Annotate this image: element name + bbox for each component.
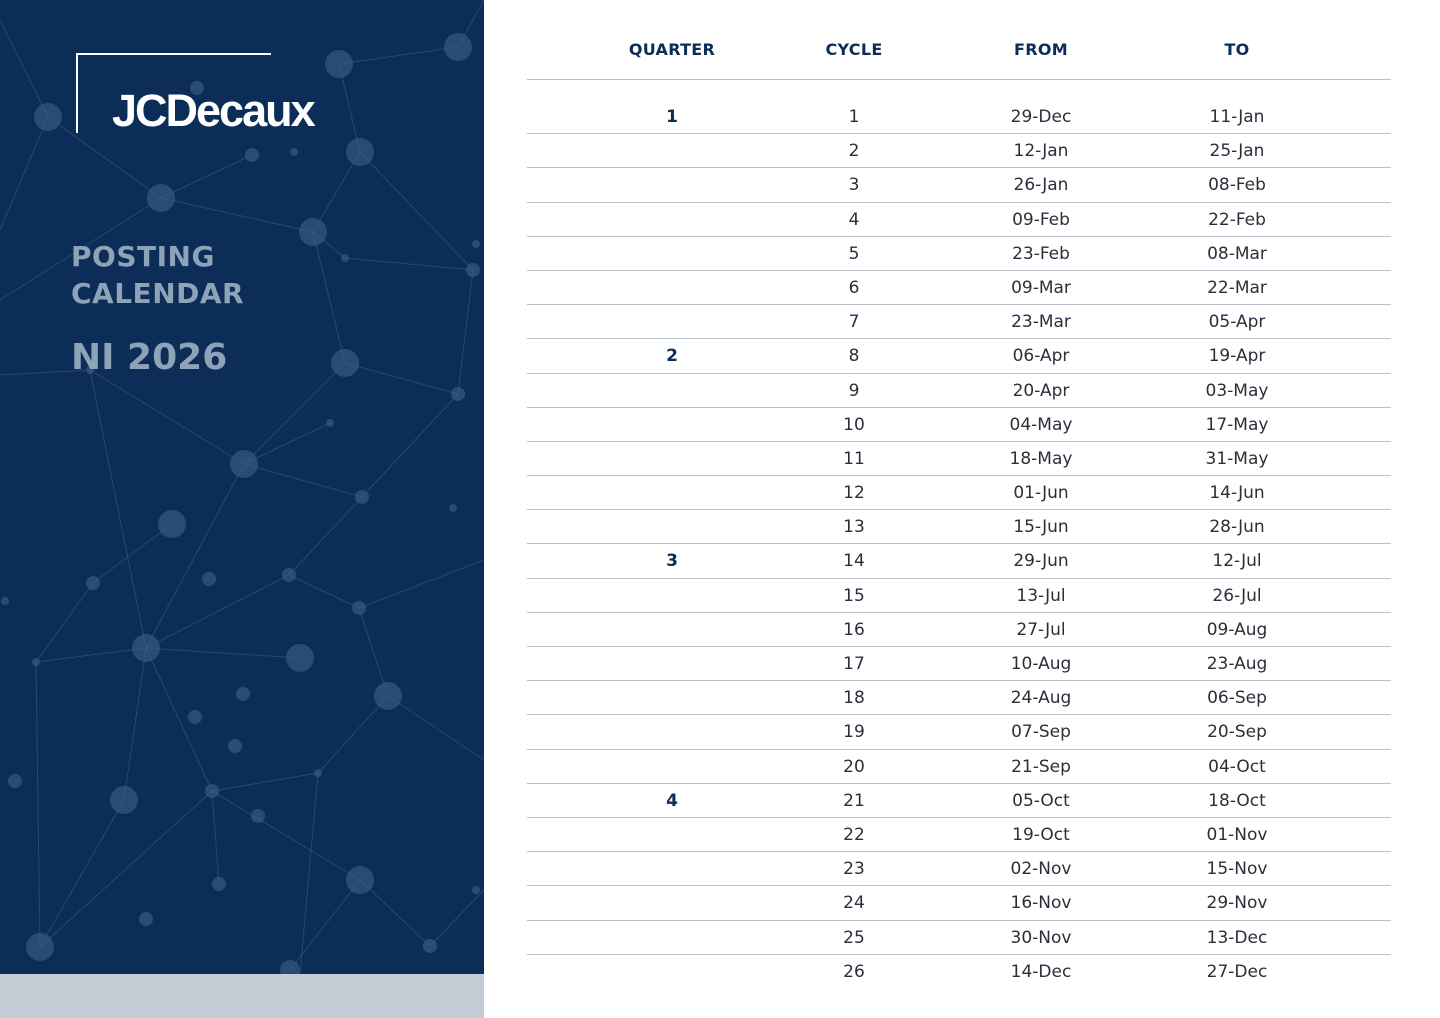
from-date-cell: 23-Mar [1011,312,1071,333]
cycle-cell: 20 [843,756,865,777]
table-row [527,886,1391,920]
table-row [527,613,1391,647]
to-date-cell: 18-Oct [1208,790,1266,811]
to-date-cell: 22-Mar [1207,277,1267,298]
jcdecaux-logo: JCDecaux [112,85,314,136]
table-body [527,100,1391,989]
to-date-cell: 03-May [1205,380,1269,401]
table-row [527,305,1391,339]
table-row [527,168,1391,202]
cycle-cell: 1 [848,107,860,127]
table-row [527,784,1391,818]
cycle-cell: 15 [843,585,865,606]
to-date-cell: 27-Dec [1206,961,1268,982]
table-row [527,100,1391,134]
to-date-cell: 05-Apr [1208,312,1266,333]
table-row [527,579,1391,613]
table-row [527,544,1391,578]
table-row [527,442,1391,476]
header-from: FROM [1014,40,1068,59]
cycle-cell: 9 [848,380,860,401]
to-date-cell: 08-Mar [1207,243,1267,264]
header-cycle: CYCLE [825,40,883,59]
header-quarter: QUARTER [628,40,716,59]
to-date-cell: 19-Apr [1208,346,1266,367]
cycle-cell: 18 [843,688,865,709]
cycle-cell: 22 [843,824,865,845]
table-row [527,681,1391,715]
to-date-cell: 28-Jun [1209,517,1265,538]
from-date-cell: 18-May [1009,448,1073,469]
cycle-cell: 12 [843,483,865,504]
table-row [527,852,1391,886]
cycle-cell: 21 [843,790,865,811]
table-row [527,271,1391,305]
to-date-cell: 04-Oct [1208,756,1266,777]
from-date-cell: 24-Aug [1010,688,1072,709]
cycle-cell: 4 [848,209,860,230]
to-date-cell: 01-Nov [1206,824,1268,845]
table-row [527,715,1391,749]
to-date-cell: 22-Feb [1208,209,1266,230]
cycle-cell: 2 [848,141,860,162]
table-row [527,921,1391,955]
cycle-cell: 5 [848,243,860,264]
cycle-cell: 19 [843,722,865,743]
to-date-cell: 26-Jul [1212,585,1262,606]
to-date-cell: 06-Sep [1207,688,1267,709]
from-date-cell: 16-Nov [1010,893,1072,914]
cycle-cell: 23 [843,859,865,880]
to-date-cell: 08-Feb [1208,175,1266,196]
cycle-cell: 3 [848,175,860,196]
table-row [527,476,1391,510]
to-date-cell: 17-May [1205,414,1269,435]
table-row [527,818,1391,852]
cycle-cell: 26 [843,961,865,982]
to-date-cell: 13-Dec [1206,927,1268,948]
from-date-cell: 20-Apr [1012,380,1070,401]
table-row [527,134,1391,168]
to-date-cell: 29-Nov [1206,893,1268,914]
quarter-cell: 4 [666,790,678,811]
table-header [527,0,1391,80]
from-date-cell: 13-Jul [1016,585,1066,606]
from-date-cell: 07-Sep [1011,722,1071,743]
from-date-cell: 05-Oct [1012,790,1070,811]
year-label: NI 2026 [71,337,228,378]
from-date-cell: 09-Mar [1011,277,1071,298]
cycle-cell: 7 [848,312,860,333]
from-date-cell: 23-Feb [1012,243,1070,264]
table-row [527,339,1391,373]
title-posting: POSTING [71,240,215,273]
cycle-cell: 10 [843,414,865,435]
from-date-cell: 29-Jun [1013,551,1069,572]
from-date-cell: 09-Feb [1012,209,1070,230]
from-date-cell: 30-Nov [1010,927,1072,948]
quarter-cell: 3 [666,551,678,572]
table-row [527,203,1391,237]
cycle-cell: 11 [843,448,865,469]
from-date-cell: 15-Jun [1013,517,1069,538]
table-row [527,750,1391,784]
to-date-cell: 11-Jan [1209,107,1265,127]
from-date-cell: 04-May [1009,414,1073,435]
cycle-cell: 24 [843,893,865,914]
quarter-cell: 1 [666,107,678,127]
to-date-cell: 20-Sep [1207,722,1267,743]
from-date-cell: 21-Sep [1011,756,1071,777]
from-date-cell: 01-Jun [1013,483,1069,504]
title-calendar: CALENDAR [71,277,245,310]
to-date-cell: 14-Jun [1209,483,1265,504]
from-date-cell: 26-Jan [1013,175,1069,196]
to-date-cell: 25-Jan [1209,141,1265,162]
table-row [527,955,1391,989]
cycle-cell: 8 [848,346,860,367]
cycle-cell: 13 [843,517,865,538]
cycle-cell: 17 [843,654,865,674]
to-date-cell: 09-Aug [1206,619,1268,640]
from-date-cell: 19-Oct [1012,824,1070,845]
to-date-cell: 12-Jul [1212,551,1262,572]
table-row [527,510,1391,544]
network-background-graphic [0,0,484,974]
from-date-cell: 12-Jan [1013,141,1069,162]
cycle-cell: 16 [843,619,865,640]
table-row [527,237,1391,271]
to-date-cell: 15-Nov [1206,859,1268,880]
from-date-cell: 02-Nov [1010,859,1072,880]
from-date-cell: 06-Apr [1012,346,1070,367]
sidebar-footer-bar [0,974,484,1018]
cycle-cell: 25 [843,927,865,948]
table-row [527,408,1391,442]
from-date-cell: 29-Dec [1010,107,1072,127]
table-row [527,647,1391,681]
header-to: TO [1224,40,1250,59]
to-date-cell: 23-Aug [1206,654,1268,674]
to-date-cell: 31-May [1205,448,1269,469]
cycle-cell: 14 [843,551,865,572]
cycle-cell: 6 [848,277,860,298]
from-date-cell: 10-Aug [1010,654,1072,674]
from-date-cell: 27-Jul [1016,619,1066,640]
table-row [527,374,1391,408]
quarter-cell: 2 [666,346,678,367]
sidebar-panel [0,0,484,974]
from-date-cell: 14-Dec [1010,961,1072,982]
